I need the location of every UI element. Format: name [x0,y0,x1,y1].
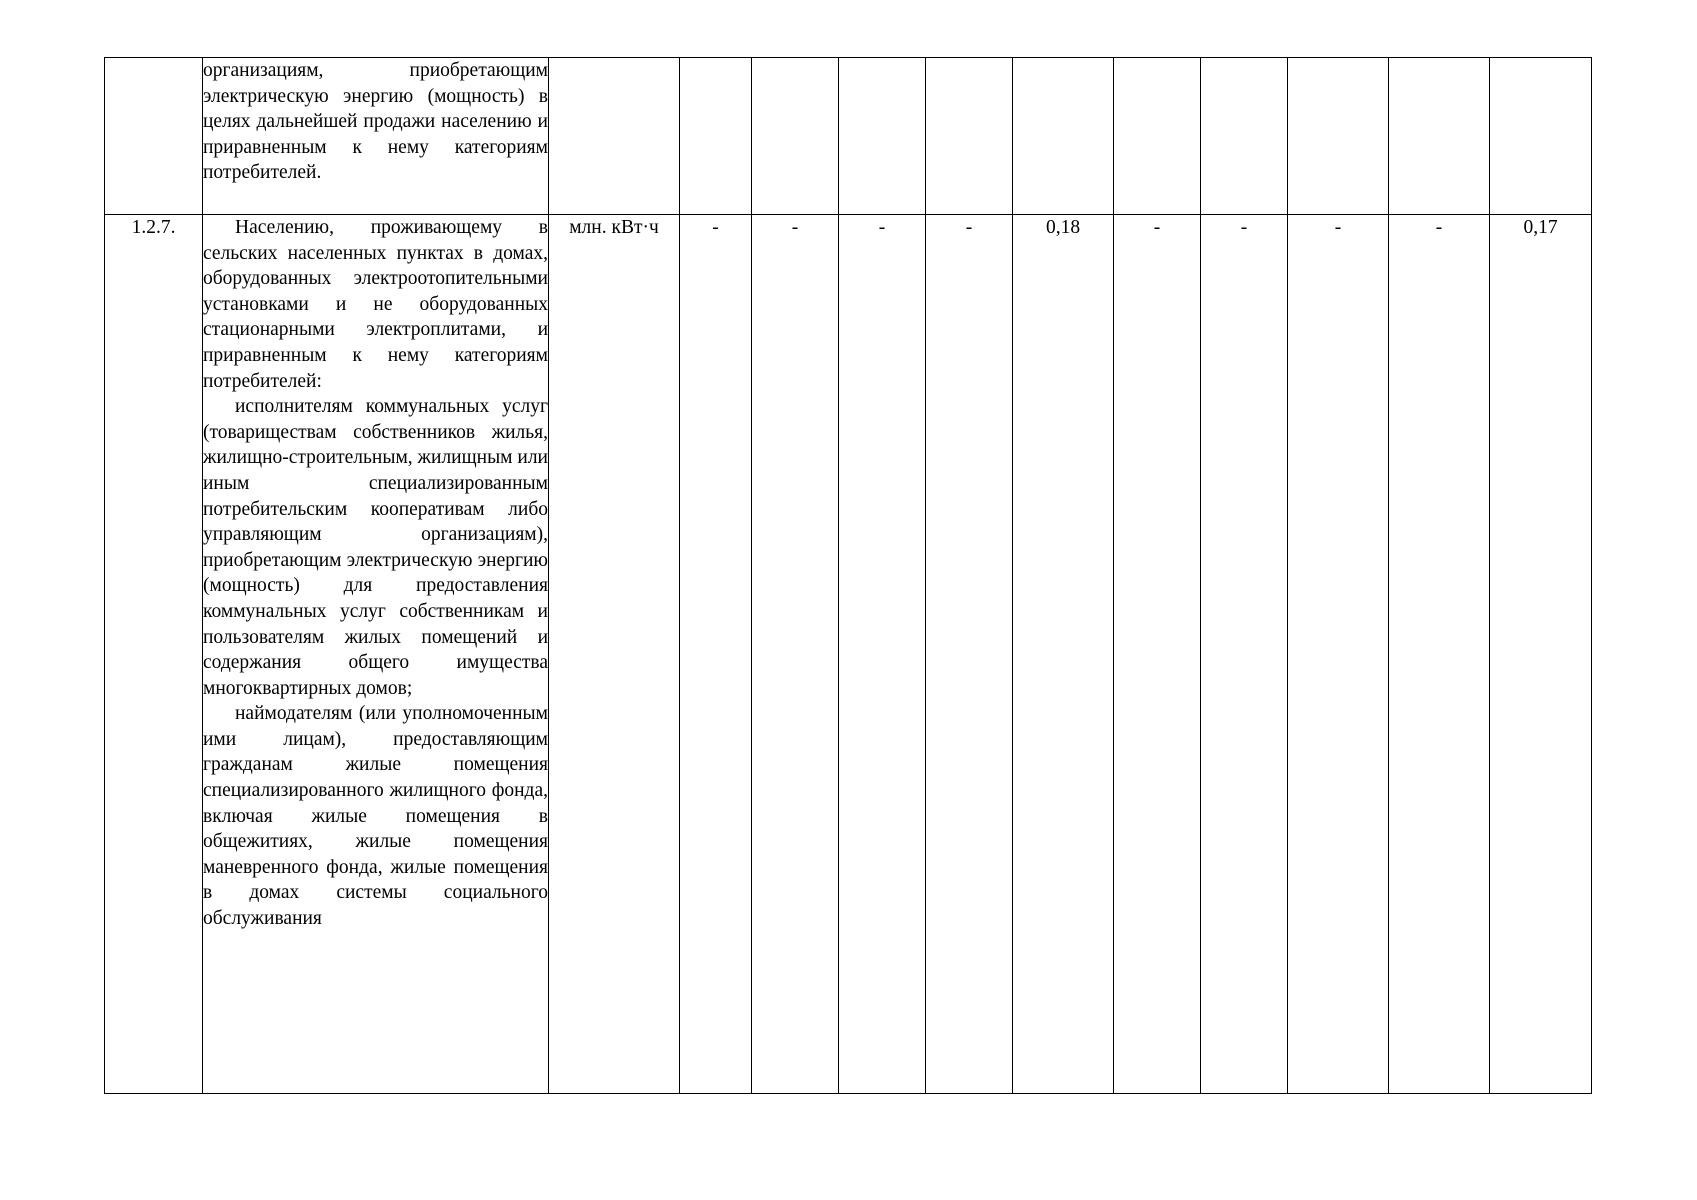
value-cell: - [680,215,752,1094]
description-cell [203,215,549,1094]
value-cell [1201,58,1288,215]
description-paragraph: исполнителям коммунальных услуг (товариществам собственников жилья, жилищно-строительным, жилищным или иным специализированным потребительским кооперативам либо управляющим организациям), приобретающим электрическую энергию (мощность) для предоставления коммунальных услуг собственникам и пользователям жилых помещений и содержания общего имущества многоквартирных домов; [203,396,548,699]
value-cell: 0,18 [1013,215,1114,1094]
value-cell: - [1288,215,1389,1094]
description-paragraph: наймодателям (или уполномоченным ими лицам), предоставляющим гражданам жилые помещения специализированного жилищного фонда, включая жилые помещения в общежитиях, жилые помещения маневренного фонда, жилые помещения в домах системы социального обслуживания [203,703,548,930]
value-cell [839,58,926,215]
value-cell: - [1201,215,1288,1094]
row-number-cell [105,58,203,215]
value-cell [752,58,839,215]
value-cell: - [839,215,926,1094]
value-cell [1114,58,1201,215]
value-cell [926,58,1013,215]
value-cell: - [926,215,1013,1094]
table-row [105,215,1592,1094]
description-cell [203,58,549,215]
unit-cell: млн. кВт·ч [549,215,680,1094]
description-paragraph: Населению, проживающему в сельских населенных пунктах в домах, оборудованных электроотопительными установками и не оборудованных стационарными электроплитами, и приравненным к нему категориям потребителей: [203,217,548,392]
row-number-cell: 1.2.7. [105,215,203,1094]
value-cell [1288,58,1389,215]
value-cell [1389,58,1490,215]
value-cell: 0,17 [1490,215,1592,1094]
unit-cell [549,58,680,215]
value-cell [680,58,752,215]
table-row [105,58,1592,215]
description-paragraph: организациям, приобретающим электрическую энергию (мощность) в целях дальнейшей продажи населению и приравненным к нему категориям потребителей. [203,60,548,184]
value-cell: - [1114,215,1201,1094]
data-table [104,57,1592,1094]
value-cell: - [1389,215,1490,1094]
value-cell [1013,58,1114,215]
value-cell [1490,58,1592,215]
value-cell: - [752,215,839,1094]
